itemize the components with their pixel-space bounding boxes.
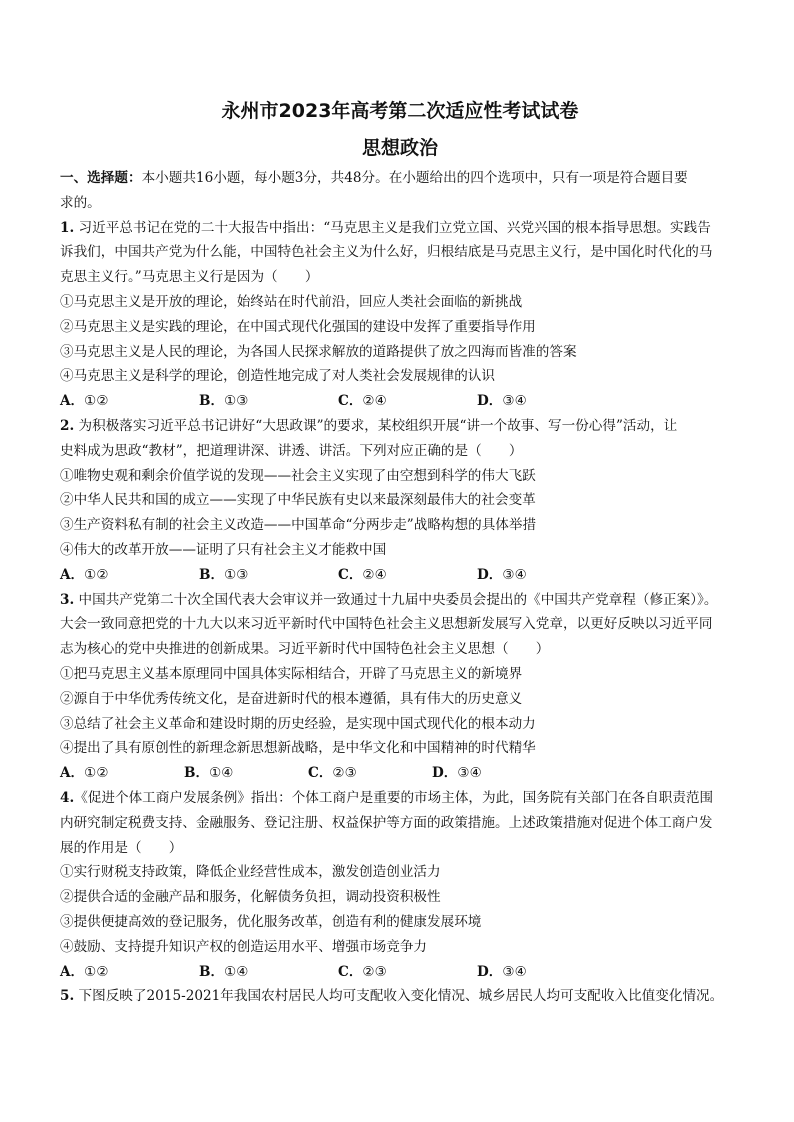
question-statement: ②中华人民共和国的成立——实现了中华民族有史以来最深刻最伟大的社会变革 bbox=[60, 492, 536, 509]
question-statement: ④鼓励、支持提升知识产权的创造运用水平、增强市场竞争力 bbox=[60, 938, 428, 955]
question-2 bbox=[60, 414, 740, 588]
question-statement: ③总结了社会主义革命和建设时期的历史经验，是实现中国式现代化的根本动力 bbox=[60, 715, 536, 732]
question-statement: ③提供便捷高效的登记服务，优化服务改革，创造有利的健康发展环境 bbox=[60, 913, 482, 930]
option-c[interactable]: C．②③ bbox=[308, 765, 357, 782]
option-d[interactable]: D．③④ bbox=[432, 765, 482, 782]
question-number: 1. bbox=[60, 219, 75, 236]
question-stem-line: 展的作用是（ ） bbox=[60, 839, 183, 856]
question-3 bbox=[60, 588, 740, 786]
answer-options bbox=[60, 761, 740, 786]
question-stem-line: 3. 中国共产党第二十次全国代表大会审议并一致通过十九届中央委员会提出的《中国共产党章程（修正案）》。 bbox=[60, 591, 718, 608]
option-a[interactable]: A．①② bbox=[60, 393, 109, 410]
section-text: 本小题共16小题，每小题3分，共48分。在小题给出的四个选项中，只有一项是符合题目要 bbox=[141, 170, 688, 186]
question-number: 3. bbox=[60, 591, 75, 608]
option-a[interactable]: A．①② bbox=[60, 566, 109, 583]
question-5 bbox=[60, 984, 740, 1009]
question-statement: ③马克思主义是人民的理论，为各国人民探求解放的道路提供了放之四海而皆准的答案 bbox=[60, 343, 577, 360]
option-c[interactable]: C．②④ bbox=[338, 566, 387, 583]
question-statement: ③生产资料私有制的社会主义改造——中国革命“分两步走”战略构想的具体举措 bbox=[60, 517, 537, 534]
option-b[interactable]: B．①④ bbox=[184, 765, 234, 782]
question-number: 5. bbox=[60, 988, 75, 1005]
question-stem-line: 5. 下图反映了2015-2021年我国农村居民人均可支配收入变化情况、城乡居民人均可支配收入比值变化情况。 bbox=[60, 988, 724, 1005]
option-a[interactable]: A．①② bbox=[60, 963, 109, 980]
question-stem-line: 诉我们，中国共产党为什么能，中国特色社会主义为什么好，归根结底是马克思主义行，是中国化时代化的马 bbox=[60, 244, 713, 261]
question-stem-line: 大会一致同意把党的十九大以来习近平新时代中国特色社会主义思想新发展写入党章，以更好反映以习近平同 bbox=[60, 616, 713, 633]
answer-options bbox=[60, 960, 740, 985]
section-label: 一、选择题： bbox=[60, 170, 142, 186]
question-statement: ④马克思主义是科学的理论，创造性地完成了对人类社会发展规律的认识 bbox=[60, 368, 495, 385]
question-statement: ④提出了具有原创性的新理念新思想新战略，是中华文化和中国精神的时代精华 bbox=[60, 740, 536, 757]
exam-title: 永州市2023年高考第二次适应性考试试卷 bbox=[221, 100, 579, 122]
question-statement: ②马克思主义是实践的理论，在中国式现代化强国的建设中发挥了重要指导作用 bbox=[60, 318, 536, 335]
question-number: 4. bbox=[60, 789, 75, 806]
question-1 bbox=[60, 216, 740, 414]
exam-page bbox=[60, 96, 740, 1009]
option-b[interactable]: B．①③ bbox=[199, 393, 249, 410]
question-stem-line: 1. 习近平总书记在党的二十大报告中指出：“马克思主义是我们立党立国、兴党兴国的根本指导思想。实践告 bbox=[60, 219, 711, 236]
answer-options bbox=[60, 563, 740, 588]
question-4 bbox=[60, 786, 740, 984]
option-b[interactable]: B．①④ bbox=[199, 963, 249, 980]
option-d[interactable]: D．③④ bbox=[477, 566, 527, 583]
option-c[interactable]: C．②③ bbox=[338, 963, 387, 980]
question-statement: ①把马克思主义基本原理同中国具体实际相结合，开辟了马克思主义的新境界 bbox=[60, 665, 523, 682]
question-statement: ①实行财税支持政策，降低企业经营性成本，激发创造创业活力 bbox=[60, 864, 441, 881]
question-statement: ④伟大的改革开放——证明了只有社会主义才能救中国 bbox=[60, 541, 387, 558]
section-instructions bbox=[60, 166, 740, 191]
option-c[interactable]: C．②④ bbox=[338, 393, 387, 410]
question-statement: ①唯物史观和剩余价值学说的发现——社会主义实现了由空想到科学的伟大飞跃 bbox=[60, 467, 536, 484]
subject-title: 思想政治 bbox=[361, 137, 438, 159]
question-stem-line: 2. 为积极落实习近平总书记讲好“大思政课”的要求，某校组织开展“讲一个故事、写一份心得”活动，让 bbox=[60, 417, 678, 434]
option-b[interactable]: B．①③ bbox=[199, 566, 249, 583]
question-stem-line: 内研究制定税费支持、金融服务、登记注册、权益保护等方面的政策措施。上述政策措施对促进个体工商户发 bbox=[60, 814, 713, 831]
question-number: 2. bbox=[60, 417, 75, 434]
question-stem-line: 4.《促进个体工商户发展条例》指出：个体工商户是重要的市场主体，为此，国务院有关部门在各自职责范围 bbox=[60, 789, 714, 806]
question-stem-line: 克思主义行。”马克思主义行是因为（ ） bbox=[60, 269, 319, 286]
section-instructions-cont: 求的。 bbox=[60, 194, 101, 211]
question-statement: ②提供合适的金融产品和服务，化解债务负担，调动投资积极性 bbox=[60, 889, 441, 906]
answer-options bbox=[60, 389, 740, 414]
question-stem-line: 史料成为思政“教材”，把道理讲深、讲透、讲活。下列对应正确的是（ ） bbox=[60, 442, 523, 459]
question-statement: ①马克思主义是开放的理论，始终站在时代前沿，回应人类社会面临的新挑战 bbox=[60, 293, 523, 310]
option-d[interactable]: D．③④ bbox=[477, 393, 527, 410]
option-d[interactable]: D．③④ bbox=[477, 963, 527, 980]
question-stem-line: 志为核心的党中央推进的创新成果。习近平新时代中国特色社会主义思想（ ） bbox=[60, 641, 550, 658]
option-a[interactable]: A．①② bbox=[60, 765, 109, 782]
question-statement: ②源自于中华优秀传统文化，是奋进新时代的根本遵循，具有伟大的历史意义 bbox=[60, 690, 523, 707]
